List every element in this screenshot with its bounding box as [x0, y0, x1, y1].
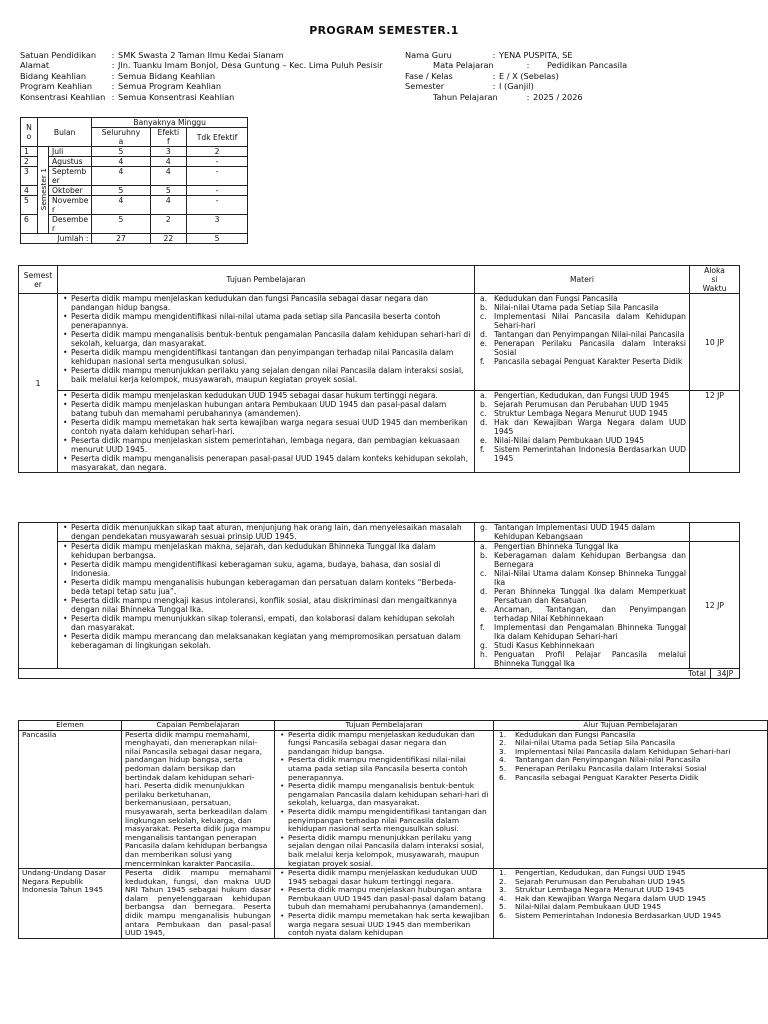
list-item: e. Ancaman, Tantangan, dan Penyimpangan terhadap Nilai Kebhinnekaan: [480, 605, 686, 623]
identity-row: Program Keahlian : Semua Program Keahlian: [20, 81, 222, 92]
header-seluruhnya: Seluruhny a: [92, 128, 150, 147]
list-item: b. Nilai-nilai Utama pada Setiap Sila Pancasila: [480, 303, 659, 312]
list-item: • Peserta didik mampu menjelaskan kedudukan dan fungsi Pancasila sebagai dasar negara dan pandangan hidup bangsa.: [288, 731, 490, 757]
list-item: • Peserta didik mampu mengidentifikasi keberagaman suku, agama, budaya, bahasa, dan sosial di Indonesia.: [71, 560, 471, 578]
list-item: • Peserta didik mampu merancang dan melaksanakan kegiatan yang mempromosikan persatuan dalam keberagaman di lingkungan sekolah.: [71, 632, 471, 650]
list-item: • Peserta didik mampu menunjukkan perilaku yang sejalan dengan nilai Pancasila dalam interaksi sosial, baik melalui kerja kelompok, musyawarah, maupun kegiatan proyek sosial.: [288, 834, 490, 868]
semester-value: I (Ganjil): [499, 81, 534, 92]
list-item: • Peserta didik mampu menganalisis bentuk-bentuk pengamalan Pancasila dalam kehidupan sehari-hari di sekolah, keluarga, dan masyarakat.: [71, 330, 471, 348]
list-item: 2. Sejarah Perumusan dan Perubahan UUD 1945: [499, 876, 686, 886]
guru-label: Nama Guru: [405, 50, 452, 60]
list-item: • Peserta didik mampu menjelaskan kedudukan dan fungsi Pancasila sebagai dasar negara dan pandangan hidup bangsa.: [71, 294, 471, 312]
identity-row: Satuan Pendidikan : SMK Swasta 2 Taman Ilmu Kedai Sianam: [20, 50, 284, 60]
list-item: • Peserta didik mampu menjelaskan kedudukan UUD 1945 sebagai dasar hukum tertinggi negara.: [71, 391, 471, 400]
capaian-text: Peserta didik mampu memahami, menghayati, dan menerapkan nilai-nilai Pancasila sebagai dasar negara, pandangan hidup bangsa, serta pedoman dalam bersikap dan bertindak dalam kehidupan sehari-hari. Peserta didik menunjukkan perilaku berketuhanan, berkemanusiaan, persatuan, musyawarah, serta berkeadilan dalam lingkungan sekolah, keluarga, dan masyarakat. Peserta didik juga mampu menganalisis tantangan penerapan Pancasila dalam kehidupan berbangsa dan memberikan solusi yang mencerminkan karakter Pancasila..: [122, 730, 275, 869]
list-item: • Peserta didik mampu menganalisis penerapan pasal-pasal UUD 1945 dalam konteks kehidupan sekolah, masyarakat, dan negara.: [71, 454, 471, 472]
fase-value: E / X (Sebelas): [499, 70, 559, 81]
list-item: a. Kedudukan dan Fungsi Pancasila: [480, 294, 618, 303]
table-row: 4 Oktober 5 5 -: [21, 186, 248, 196]
capaian-text: Peserta didik mampu memahami kedudukan, fungsi, dan makna UUD NRI Tahun 1945 sebagai hukum dasar dalam penyelenggaraan kehidupan berbangsa dan bernegara. Peserta didik mampu menganalisis hubungan antara Pembukaan dan pasal-pasal UUD 1945,: [122, 869, 275, 939]
list-item: d. Tantangan dan Penyimpangan Nilai-nilai Pancasila: [480, 330, 685, 339]
table-row: [19, 294, 740, 391]
fase-label: Fase / Kelas: [405, 70, 453, 81]
header-alur: Alur Tujuan Pembelajaran: [494, 721, 768, 731]
tahun-value: 2025 / 2026: [533, 91, 583, 102]
week-table: [20, 117, 248, 244]
list-item: • Peserta didik mampu memetakan hak serta kewajiban warga negara sesuai UUD 1945 dan memberikan contoh nyata dalam kehidupan sehari-hari.: [71, 418, 471, 436]
program-table-continued: [18, 522, 740, 679]
list-item: g. Studi Kasus Kebhinnekaan: [480, 641, 595, 650]
table-row: 3 Septemb er 4 4 -: [21, 167, 248, 186]
mapel-value: Pedidikan Pancasila: [547, 60, 628, 71]
list-item: • Peserta didik mampu menjelaskan hubungan antara Pembukaan UUD 1945 dan pasal-pasal dalam batang tubuh dan memahami perubahannya (amandemen).: [288, 886, 490, 912]
list-item: 1. Pengertian, Kedudukan, dan Fungsi UUD 1945: [499, 868, 686, 878]
total-row: [19, 669, 740, 679]
header-tdk-efektif: Tdk Efektif: [187, 128, 248, 147]
identity-row: Bidang Keahlian : Semua Bidang Keahlian: [20, 70, 216, 81]
table-row: [19, 542, 740, 669]
list-item: c. Implementasi Nilai Pancasila dalam Kehidupan Sehari-hari: [480, 312, 686, 330]
capaian-table: [18, 720, 768, 939]
alur-list: [497, 869, 764, 921]
list-item: • Peserta didik mampu mengidentifikasi nilai-nilai utama pada setiap sila Pancasila beserta contoh penerapannya.: [71, 312, 471, 330]
materi-list: [478, 523, 686, 541]
table-row: [19, 730, 768, 869]
list-item: c. Struktur Lembaga Negara Menurut UUD 1945: [480, 409, 668, 418]
table-row: [19, 391, 740, 473]
list-item: 4. Tantangan dan Penyimpangan Nilai-nilai Pancasila: [499, 755, 701, 765]
tujuan-list: [278, 731, 490, 869]
list-item: b. Sejarah Perumusan dan Perubahan UUD 1945: [480, 400, 669, 409]
tahun-label: Tahun Pelajaran: [433, 91, 498, 102]
list-item: f. Pancasila sebagai Penguat Karakter Peserta Didik: [480, 357, 683, 366]
tujuan-list: [278, 869, 490, 938]
header-elemen: Elemen: [19, 721, 122, 731]
list-item: 3. Struktur Lembaga Negara Menurut UUD 1945: [499, 885, 685, 895]
list-item: • Peserta didik mampu menganalisis hubungan keberagaman dan persatuan dalam konteks “Berbeda-beda tetapi tetap satu jua”.: [71, 578, 471, 596]
header-bulan: Bulan: [38, 118, 92, 147]
header-banyak-minggu: Banyaknya Minggu: [92, 118, 248, 128]
list-item: 2. Nilai-nilai Utama pada Setiap Sila Pancasila: [499, 738, 676, 748]
materi-list: [478, 542, 686, 668]
table-row: 1 Semester 1 Juli 5 3 2: [21, 147, 248, 157]
identity-right: Nama Guru : YENA PUSPITA, SE Mata Pelajaran : Pedidikan Pancasila Fase / Kelas : E / X (Sebelas) Semester : I (Ganjil) Tahun Pelajaran : 2025 / 2026: [405, 50, 628, 102]
list-item: b. Keberagaman dalam Kehidupan Berbangsa dan Bernegara: [480, 551, 686, 569]
header-tujuan: Tujuan Pembelajaran: [58, 266, 475, 294]
list-item: g. Tantangan Implementasi UUD 1945 dalam Kehidupan Kebangsaan: [480, 523, 655, 541]
list-item: • Peserta didik mampu menjelaskan kedudukan UUD 1945 sebagai dasar hukum tertinggi negara.: [288, 869, 490, 886]
alur-list: [497, 731, 764, 783]
list-item: 6. Pancasila sebagai Penguat Karakter Peserta Didik: [499, 772, 699, 782]
list-item: • Peserta didik mampu menunjukkan perilaku yang sejalan dengan nilai Pancasila dalam interaksi sosial, baik melalui kerja kelompok, musyawarah, maupun kegiatan proyek sosial.: [71, 366, 471, 384]
list-item: a. Pengertian Bhinneka Tunggal Ika: [480, 542, 619, 551]
total-label: Total: [688, 669, 706, 678]
list-item: a. Pengertian, Kedudukan, dan Fungsi UUD 1945: [480, 391, 670, 400]
elemen-name: Undang-Undang Dasar Negara Republik Indonesia Tahun 1945: [19, 869, 122, 939]
list-item: • Peserta didik mampu mengkaji kasus intoleransi, konflik sosial, atau diskriminasi dan mengaitkannya dengan nilai Bhinneka Tunggal Ika.: [71, 596, 471, 614]
list-item: • Peserta didik mampu mengidentifikasi nilai-nilai utama pada setiap sila Pancasila beserta contoh penerapannya.: [288, 756, 490, 782]
list-item: 6. Sistem Pemerintahan Indonesia Berdasarkan UUD 1945: [499, 911, 722, 921]
semester-label: Semester: [405, 81, 445, 92]
alokasi-value: 12 JP: [690, 542, 740, 669]
list-item: f. Sistem Pemerintahan Indonesia Berdasarkan UUD 1945: [480, 445, 686, 463]
list-item: • Peserta didik menunjukkan sikap taat aturan, menjunjung hak orang lain, dan menyelesaikan masalah dengan pendekatan musyawarah sesuai prinsip UUD 1945.: [71, 523, 471, 541]
list-item: • Peserta didik mampu mengidentifikasi tantangan dan penyimpangan terhadap nilai Pancasila dalam kehidupan nasional serta mengusulkan solusi.: [71, 348, 471, 366]
header-no: N o: [21, 118, 38, 147]
table-row: 6 Desembe r 5 2 3: [21, 215, 248, 234]
alokasi-value: 12 JP: [690, 391, 740, 473]
list-item: f. Implementasi dan Pengamalan Bhinneka Tunggal Ika dalam Kehidupan Sehari-hari: [480, 623, 686, 641]
list-item: 4. Hak dan Kewajiban Warga Negara dalam UUD 1945: [499, 893, 707, 903]
tujuan-list: [61, 542, 471, 650]
header-capaian: Capaian Pembelajaran: [122, 721, 275, 731]
list-item: e. Nilai-Nilai dalam Pembukaan UUD 1945: [480, 436, 645, 445]
identity-left: [20, 50, 383, 102]
elemen-name: Pancasila: [19, 730, 122, 869]
header-tujuan: Tujuan Pembelajaran: [275, 721, 494, 731]
table-row: [19, 869, 768, 939]
list-item: • Peserta didik mampu menjelaskan makna, sejarah, dan kedudukan Bhinneka Tunggal Ika dalam kehidupan berbangsa.: [71, 542, 471, 560]
header-efektif: Efekti f: [150, 128, 187, 147]
list-item: 5. Nilai-Nilai dalam Pembukaan UUD 1945: [499, 902, 662, 912]
header-alokasi: Aloka si Waktu: [690, 266, 740, 294]
list-item: 1. Kedudukan dan Fungsi Pancasila: [499, 729, 636, 739]
list-item: • Peserta didik mampu menjelaskan sistem pemerintahan, lembaga negara, dan pembagian kekuasaan menurut UUD 1945.: [71, 436, 471, 454]
guru-value: YENA PUSPITA, SE: [499, 50, 573, 60]
table-row: 2 Agustus 4 4 -: [21, 157, 248, 167]
materi-list: [478, 391, 686, 463]
list-item: 5. Penerapan Perilaku Pancasila dalam Interaksi Sosial: [499, 763, 707, 773]
list-item: 3. Implementasi Nilai Pancasila dalam Kehidupan Sehari-hari: [499, 746, 731, 756]
identity-row: Konsentrasi Keahlian : Semua Konsentrasi Keahlian: [20, 91, 235, 102]
tujuan-list: [61, 523, 471, 541]
header-semester: Semest er: [19, 266, 58, 294]
list-item: • Peserta didik mampu menjelaskan hubungan antara Pembukaan UUD 1945 dan pasal-pasal dalam batang tubuh dan memahami perubahannya (amandemen).: [71, 400, 471, 418]
jumlah-row: Jumlah : 27 22 5: [21, 234, 248, 244]
mapel-label: Mata Pelajaran: [433, 60, 494, 71]
list-item: c. Nilai-Nilai Utama dalam Konsep Bhinneka Tunggal Ika: [480, 569, 686, 587]
page-title: PROGRAM SEMESTER.1: [309, 24, 459, 37]
tujuan-list: [61, 294, 471, 384]
list-item: h. Penguatan Profil Pelajar Pancasila melalui Bhinneka Tunggal Ika: [480, 650, 686, 668]
list-item: e. Penerapan Perilaku Pancasila dalam Interaksi Sosial: [480, 339, 686, 357]
header-materi: Materi: [475, 266, 690, 294]
list-item: • Peserta didik mampu menunjukkan sikap toleransi, empati, dan kolaborasi dalam kehidupan sekolah dan masyarakat.: [71, 614, 471, 632]
total-value: 34JP: [710, 669, 739, 678]
list-item: d. Peran Bhinneka Tunggal Ika dalam Memperkuat Persatuan dan Kesatuan: [480, 587, 686, 605]
list-item: • Peserta didik mampu mengidentifikasi tantangan dan penyimpangan terhadap nilai Pancasila dalam kehidupan nasional serta mengusulkan solusi.: [288, 808, 490, 834]
semester-side-label: Semester 1: [38, 147, 49, 234]
alokasi-value: 10 JP: [690, 294, 740, 391]
list-item: • Peserta didik mampu menganalisis bentuk-bentuk pengamalan Pancasila dalam kehidupan sehari-hari di sekolah, keluarga, dan masyarakat.: [288, 782, 490, 808]
table-row: [19, 523, 740, 542]
list-item: • Peserta didik mampu memetakan hak serta kewajiban warga negara sesuai UUD 1945 dan memberikan contoh nyata dalam kehidupan: [288, 912, 490, 938]
program-table: [18, 265, 740, 473]
semester-number: 1: [19, 294, 58, 473]
tujuan-list: [61, 391, 471, 472]
list-item: d. Hak dan Kewajiban Warga Negara dalam UUD 1945: [480, 418, 686, 436]
identity-row: Alamat : Jln. Tuanku Imam Bonjol, Desa Guntung – Kec. Lima Puluh Pesisir: [20, 60, 383, 71]
materi-list: [478, 294, 686, 366]
table-row: 5 Novembe r 4 4 -: [21, 196, 248, 215]
